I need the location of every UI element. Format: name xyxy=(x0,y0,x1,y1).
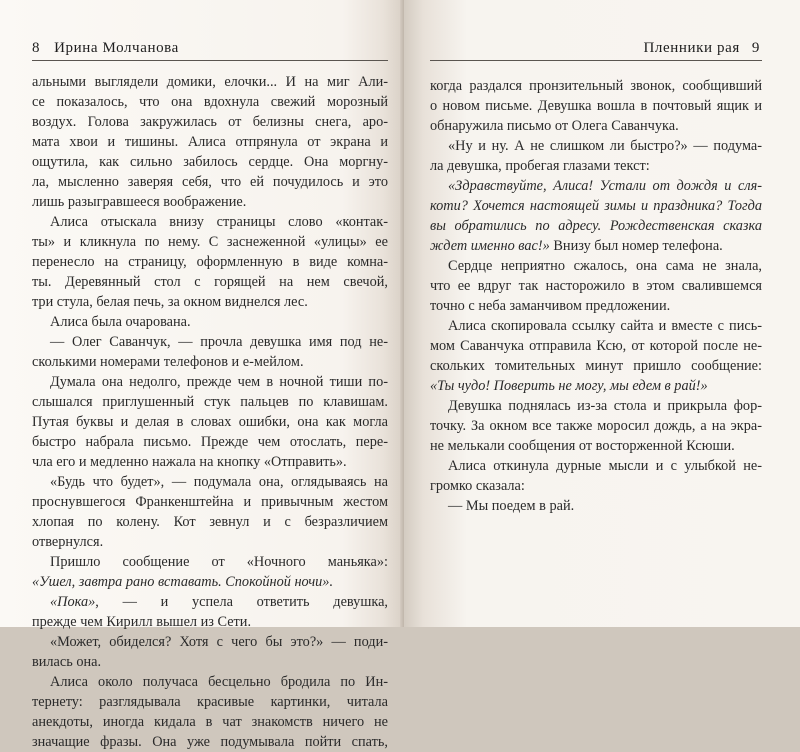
text-line: Пришло сообщение от «Ночного маньяка»: xyxy=(50,554,388,570)
left-book-author: Ирина Молчанова xyxy=(54,40,179,56)
text-line: — Мы поедем в рай. xyxy=(448,498,575,514)
text-line: лишь разыгравшееся воображение. xyxy=(32,194,247,210)
text-line: анекдоты, иногда кидала в чат знакомств ничего не xyxy=(32,714,388,730)
text-line: Путая буквы и делая в словах ошибки, она как могла xyxy=(32,414,388,430)
left-header-rule xyxy=(32,60,388,61)
left-page-number: 8 xyxy=(32,40,41,56)
right-book-title: Пленники рая xyxy=(643,40,740,56)
text-line: отвернулся. xyxy=(32,534,104,550)
text-line: Алиса откинула дурные мысли и с улыбкой не- xyxy=(448,458,762,474)
text-line: Алиса отыскала внизу страницы слово «контак- xyxy=(50,214,388,230)
text-line: Алиса была очарована. xyxy=(50,314,191,330)
text-line: «Ну и ну. А не слишком ли быстро?» — подума- xyxy=(448,138,762,154)
text-line: ждет именно вас!» Внизу был номер телефона. xyxy=(430,238,723,254)
right-header-rule xyxy=(430,60,762,61)
text-line: о новом письме. Девушка вошла в почтовый ящик и xyxy=(430,98,762,114)
text-line: коти? Хочется настоящей зимы и праздника? Тогда xyxy=(430,198,762,214)
text-line: — Олег Саванчук, — прочла девушка имя под не- xyxy=(50,334,388,350)
text-line: Сердце неприятно сжалось, она сама не знала, xyxy=(448,258,762,274)
text-line: быстро набрала письмо. Прежде чем отослать, пере- xyxy=(32,434,388,450)
text-line: «Пока», — и успела ответить девушка, xyxy=(50,594,388,610)
text-line: громко сказала: xyxy=(430,478,525,494)
text-line: «Ушел, завтра рано вставать. Спокойной ночи». xyxy=(32,574,334,590)
text-line: Девушка поднялась из-за стола и прикрыла фор- xyxy=(448,398,762,414)
text-line: ты. Деревянный стол с горящей на нем свечой, xyxy=(32,274,388,290)
text-line: тернету: разглядывала красивые картинки, читала xyxy=(32,694,388,710)
text-line: что ее вдруг так насторожило в этом свалившемся xyxy=(430,278,762,294)
text-line: мата хвои и тишины. Алиса отпрянула от экрана и xyxy=(32,134,388,150)
italic-segment: «Пока» xyxy=(50,594,96,610)
text-line: Алиса около получаса бесцельно бродила по Ин- xyxy=(50,674,388,690)
text-line: ла, мысленно заверяя себя, что ей почудилось и это xyxy=(32,174,388,190)
text-line: проснувшегося Франкенштейна и привычным жестом xyxy=(32,494,388,510)
text-line: «Здравствуйте, Алиса! Устали от дождя и сля- xyxy=(448,178,762,194)
right-page xyxy=(404,0,800,627)
left-running-head xyxy=(32,40,179,58)
text-line: «Ты чудо! Поверить не могу, мы едем в рай!» xyxy=(430,378,708,394)
text-line: хлопая по колену. Кот зевнул и с безразличием xyxy=(32,514,388,530)
text-line: скольких томительных минут пришло сообщение: xyxy=(430,358,762,374)
text-line: ты» и кликнула по нему. С заснеженной «улицы» ее xyxy=(32,234,388,250)
text-line: ощутила, как сильно забилось сердце. Она моргну- xyxy=(32,154,388,170)
text-line: не мелькали сообщения от восторженной Ксюши. xyxy=(430,438,735,454)
text-line: когда раздался пронзительный звонок, сообщивший xyxy=(430,78,762,94)
text-line: обнаружила письмо от Олега Саванчука. xyxy=(430,118,679,134)
text-line: «Будь что будет», — подумала она, оглядываясь на xyxy=(50,474,388,490)
text-line: значащие фразы. Она уже подумывала пойти спать, xyxy=(32,734,388,750)
text-line: чла его и медленно нажала на кнопку «Отправить». xyxy=(32,454,347,470)
text-line: слышался приглушенный стук пальцев по клавишам. xyxy=(32,394,388,410)
text-line: вы обратились по адресу. Рождественская сказка xyxy=(430,218,762,234)
text-line: се показалось, что она вдохнула свежий морозный xyxy=(32,94,388,110)
text-line: точно с неба заманчивом предложении. xyxy=(430,298,671,314)
text-line: три стула, белая печь, за окном виднелся лес. xyxy=(32,294,308,310)
right-page-number: 9 xyxy=(751,40,760,56)
text-line: вилась она. xyxy=(32,654,102,670)
text-line: «Может, обиделся? Хотя с чего бы это?» — поди- xyxy=(50,634,388,650)
text-line: альными выглядели домики, елочки... И на миг Али- xyxy=(32,74,388,90)
text-line: перенесло на страницу, оформленную в виде комна- xyxy=(32,254,388,270)
text-line: точку. За окном все также моросил дождь, а на экра- xyxy=(430,418,762,434)
text-line: ла девушка, пробегая глазами текст: xyxy=(430,158,650,174)
text-line: мом Саванчука отправила Ксю, от которой после не- xyxy=(430,338,762,354)
text-line: сколькими номерами телефонов и е-мейлом. xyxy=(32,354,304,370)
right-running-head xyxy=(644,40,761,58)
text-line: воздух. Голова закружилась от белизны снега, аро- xyxy=(32,114,388,130)
text-line: прежде чем Кирилл вышел из Сети. xyxy=(32,614,252,630)
text-line: Алиса скопировала ссылку сайта и вместе с пись- xyxy=(448,318,762,334)
italic-segment: ждет именно вас!» xyxy=(430,238,550,254)
text-line: Думала она недолго, прежде чем в ночной тиши по- xyxy=(50,374,388,390)
